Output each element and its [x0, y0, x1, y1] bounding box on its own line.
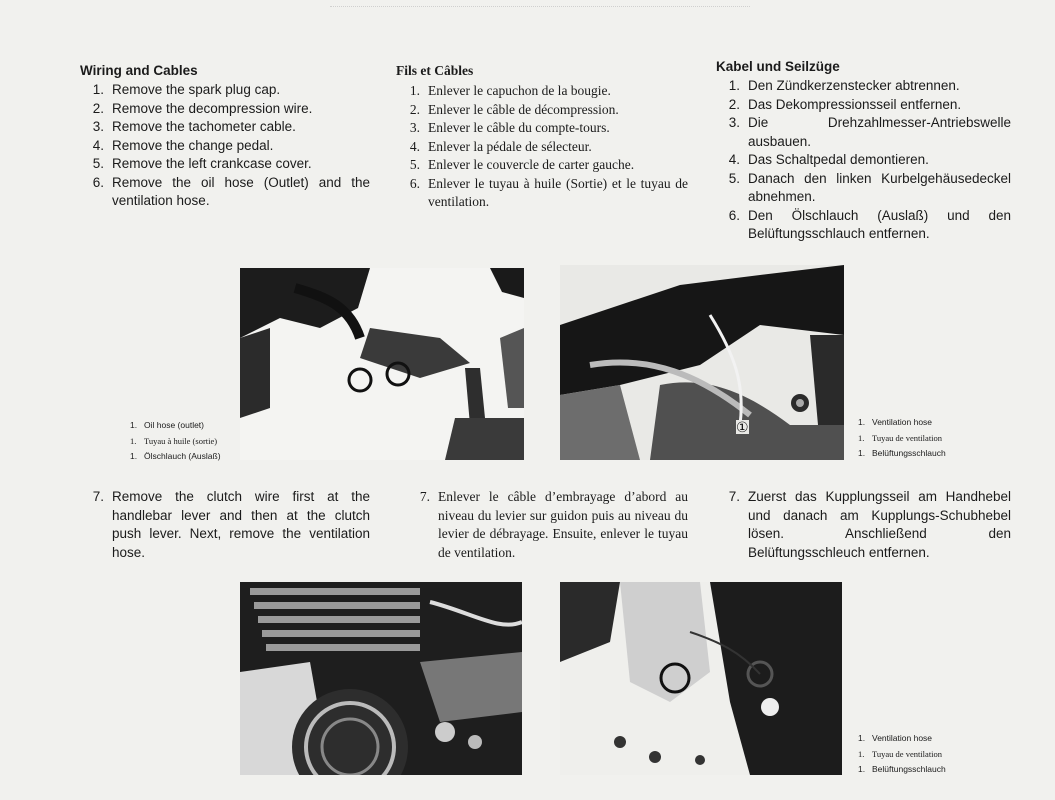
step-item: 2. Enlever le câble de décompression. — [409, 101, 619, 117]
section-en-title: Wiring and Cables — [80, 63, 198, 78]
caption-line-fr: 1. Tuyau de ventilation — [858, 432, 943, 443]
step7-de-list — [716, 488, 1011, 562]
caption-line-en: 1. Oil hose (outlet) — [130, 420, 204, 430]
step-item: 7. Zuerst das Kupplungsseil am Handhebel und danach am Kupplungs-Schubhebel lösen. Anschließend den Belüftungsschleuch entfernen. — [728, 489, 1011, 560]
step-item: 3. Die Drehzahlmesser-Antriebswelle ausbauen. — [728, 115, 1011, 149]
step-item: 5. Enlever le couvercle de carter gauche. — [409, 157, 635, 172]
caption-ventilation-top — [858, 415, 946, 462]
faint-header-mark — [330, 0, 750, 7]
caption-line-en: 1. Ventilation hose — [858, 733, 933, 743]
step-item: 4. Remove the change pedal. — [92, 137, 274, 153]
photo-ventilation-hose-bottom-drawing — [560, 582, 842, 775]
step-item: 4. Enlever la pédale de sélecteur. — [409, 138, 592, 154]
step-item: 5. Remove the left crankcase cover. — [92, 156, 312, 171]
step-item: 6. Den Ölschlauch (Auslaß) und den Belüftungsschlauch entfernen. — [728, 207, 1011, 241]
step-item: 7. Remove the clutch wire first at the handlebar lever and then at the clutch push lever. Next, remove the ventilation hose. — [92, 489, 370, 560]
photo-ventilation-hose-bottom — [560, 582, 842, 775]
step7-en-list — [80, 488, 370, 562]
caption-line-de: 1. Ölschlauch (Auslaß) — [130, 451, 221, 461]
section-fr-title: Fils et Câbles — [396, 63, 474, 78]
step-item: 6. Enlever le tuyau à huile (Sortie) et le tuyau de ventilation. — [409, 175, 688, 209]
step-item: 2. Remove the decompression wire. — [92, 100, 313, 116]
caption-line-en: 1. Ventilation hose — [858, 417, 933, 427]
section-de — [716, 59, 1011, 244]
step7-de — [716, 488, 1011, 562]
step-item: 5. Danach den linken Kurbelgehäusedeckel abnehmen. — [728, 170, 1011, 204]
caption-line-fr: 1. Tuyau à huile (sortie) — [130, 435, 218, 446]
step7-fr-list — [406, 488, 688, 562]
step7-en — [80, 488, 370, 562]
caption-line-de: 1. Belüftungsschlauch — [858, 764, 946, 774]
section-en — [80, 63, 370, 211]
step-item: 6. Remove the oil hose (Outlet) and the ventilation hose. — [92, 174, 370, 208]
photo-oil-hose — [240, 268, 524, 460]
step-item: 1. Remove the spark plug cap. — [92, 82, 281, 97]
section-fr-steps — [396, 82, 688, 212]
step-item: 4. Das Schaltpedal demontieren. — [728, 152, 929, 167]
photo-ventilation-hose-top — [560, 265, 844, 460]
step-item: 1. Enlever le capuchon de la bougie. — [409, 83, 611, 98]
caption-line-de: 1. Belüftungsschlauch — [858, 448, 946, 458]
step-item: 2. Das Dekompressionsseil entfernen. — [728, 96, 962, 112]
section-de-title: Kabel und Seilzüge — [716, 59, 840, 74]
photo-ventilation-hose-top-drawing — [560, 265, 844, 460]
section-en-steps — [80, 81, 370, 211]
step-item: 3. Enlever le câble du compte-tours. — [409, 120, 610, 135]
callout-marker: ① — [736, 419, 749, 435]
photo-engine-clutch-drawing — [240, 582, 522, 775]
step-item: 3. Remove the tachometer cable. — [92, 119, 296, 134]
caption-ventilation-bottom — [858, 731, 946, 778]
caption-line-fr: 1. Tuyau de ventilation — [858, 748, 943, 759]
photo-oil-hose-drawing — [240, 268, 524, 460]
caption-oil-hose — [130, 418, 221, 465]
step-item: 7. Enlever le câble d’embrayage d’abord au niveau du levier sur guidon puis au niveau du levier de débrayage. Ensuite, enlever le tuyau de ventilation. — [419, 489, 688, 560]
step-item: 1. Den Zündkerzenstecker abtrennen. — [728, 78, 960, 93]
section-de-steps — [716, 77, 1011, 244]
photo-engine-clutch — [240, 582, 522, 775]
step7-fr — [406, 488, 688, 562]
section-fr — [396, 63, 688, 212]
